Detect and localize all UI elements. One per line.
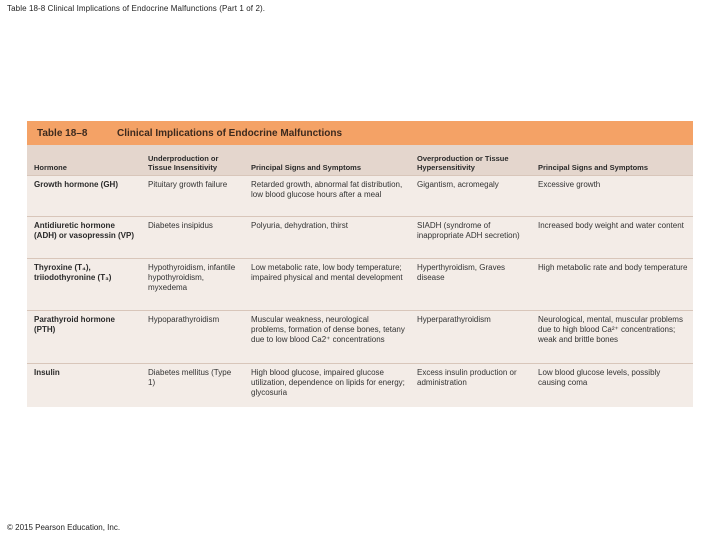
endocrine-table xyxy=(27,145,693,407)
cell-overproduction: Excess insulin production or administration xyxy=(410,363,531,407)
cell-overproduction: Hyperthyroidism, Graves disease xyxy=(410,258,531,310)
cell-hormone: Insulin xyxy=(27,363,141,407)
cell-under-symptoms: Low metabolic rate, low body temperature; impaired physical and mental development xyxy=(244,258,410,310)
table-banner xyxy=(27,121,693,145)
cell-over-symptoms: Low blood glucose levels, possibly causing coma xyxy=(531,363,693,407)
cell-hormone: Antidiuretic hormone (ADH) or vasopressin (VP) xyxy=(27,216,141,258)
table-row xyxy=(27,175,693,216)
cell-over-symptoms: Neurological, mental, muscular problems due to high blood Ca²⁺ concentrations; weak and brittle bones xyxy=(531,310,693,363)
copyright-notice: © 2015 Pearson Education, Inc. xyxy=(7,523,121,532)
table-header-row xyxy=(27,145,693,175)
cell-underproduction: Diabetes mellitus (Type 1) xyxy=(141,363,244,407)
cell-under-symptoms: Polyuria, dehydration, thirst xyxy=(244,216,410,258)
cell-overproduction: Gigantism, acromegaly xyxy=(410,175,531,216)
cell-underproduction: Diabetes insipidus xyxy=(141,216,244,258)
table-caption: Clinical Implications of Endocrine Malfunctions xyxy=(117,127,343,139)
header-underproduction: Underproduction or Tissue Insensitivity xyxy=(148,153,219,172)
table-row xyxy=(27,258,693,310)
cell-over-symptoms: Excessive growth xyxy=(531,175,693,216)
table-row xyxy=(27,310,693,363)
header-overproduction: Overproduction or Tissue Hypersensitivity xyxy=(417,153,509,172)
table-figure xyxy=(27,121,693,407)
slide-title: Table 18-8 Clinical Implications of Endocrine Malfunctions (Part 1 of 2). xyxy=(7,4,266,13)
cell-underproduction: Hypoparathyroidism xyxy=(141,310,244,363)
table-number: Table 18–8 xyxy=(37,127,88,139)
cell-under-symptoms: Muscular weakness, neurological problems, formation of dense bones, tetany due to low blood Ca2⁺ concentrations xyxy=(244,310,410,363)
cell-over-symptoms: Increased body weight and water content xyxy=(531,216,693,258)
cell-overproduction: SIADH (syndrome of inappropriate ADH secretion) xyxy=(410,216,531,258)
cell-over-symptoms: High metabolic rate and body temperature xyxy=(531,258,693,310)
cell-underproduction: Hypothyroidism, infantile hypothyroidism, myxedema xyxy=(141,258,244,310)
cell-under-symptoms: Retarded growth, abnormal fat distribution, low blood glucose hours after a meal xyxy=(244,175,410,216)
cell-overproduction: Hyperparathyroidism xyxy=(410,310,531,363)
header-over-symptoms: Principal Signs and Symptoms xyxy=(538,162,649,172)
cell-underproduction: Pituitary growth failure xyxy=(141,175,244,216)
table-row xyxy=(27,216,693,258)
cell-hormone: Thyroxine (T₄), triiodothyronine (T₃) xyxy=(27,258,141,310)
header-hormone: Hormone xyxy=(34,162,67,172)
cell-under-symptoms: High blood glucose, impaired glucose utilization, dependence on lipids for energy; glycosuria xyxy=(244,363,410,407)
header-under-symptoms: Principal Signs and Symptoms xyxy=(251,162,362,172)
table-row xyxy=(27,363,693,407)
cell-hormone: Growth hormone (GH) xyxy=(27,175,141,216)
cell-hormone: Parathyroid hormone (PTH) xyxy=(27,310,141,363)
